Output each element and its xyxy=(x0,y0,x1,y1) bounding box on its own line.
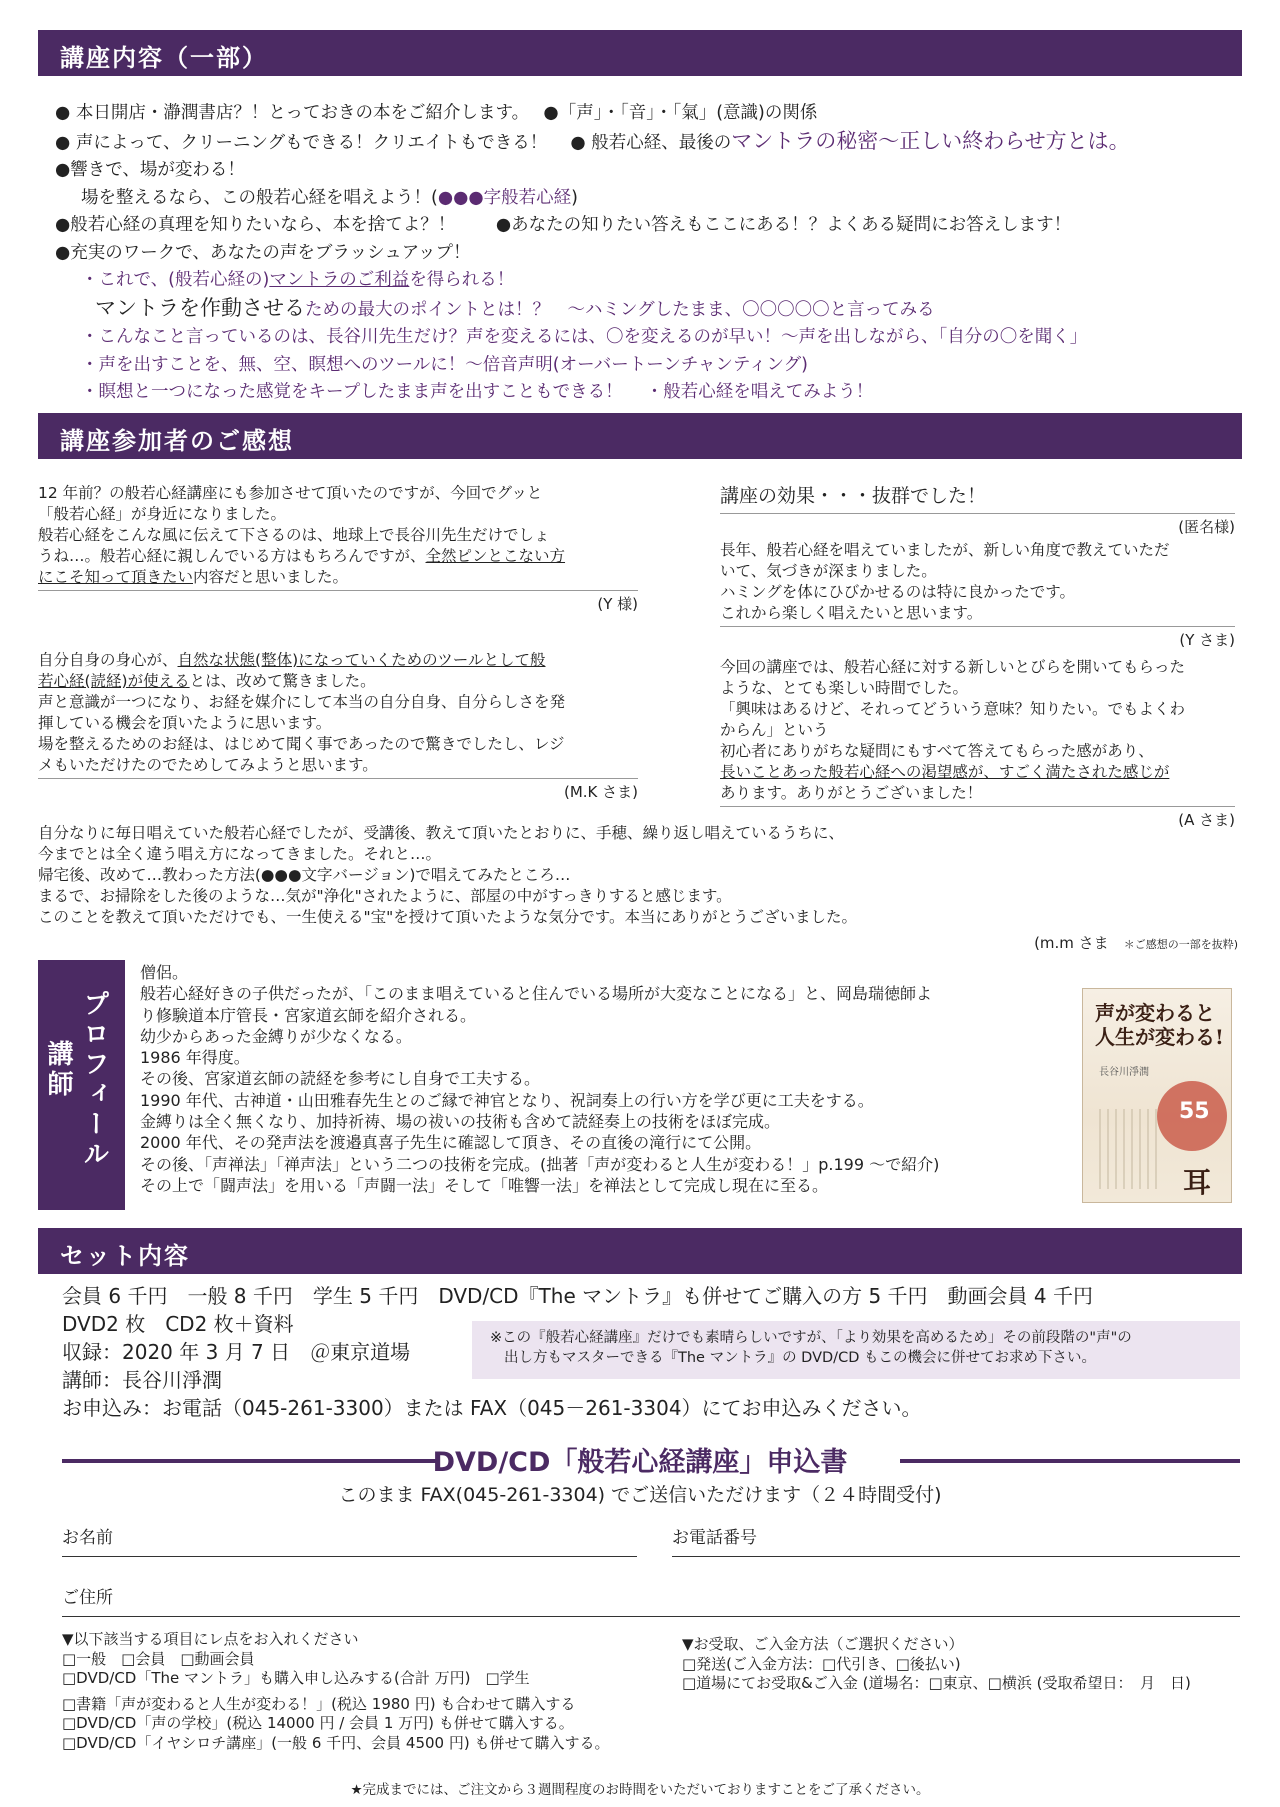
testimonial-text: 自分自身の身心が、 xyxy=(38,651,178,669)
content-item: ・般若心経を唱えてみよう！ xyxy=(645,382,874,402)
testimonial-text: 内容だと思いました。 xyxy=(193,568,349,586)
content-item: ● 般若心経、最後の xyxy=(570,132,732,153)
testimonial-text: 「般若心経」が身近になりました。 xyxy=(38,505,287,523)
mantra-checkbox[interactable]: □DVD/CD「The マントラ」も購入申し込みする(合計 万円) □学生 xyxy=(62,1669,530,1687)
notice-line: ※この『般若心経講座』だけでも素晴らしいですが、「より効果を高めるため」その前段階の"声"の xyxy=(490,1330,1132,1346)
notice-line: 出し方もマスターできる『The マントラ』の DVD/CD もこの機会に併せてお求め下さい。 xyxy=(504,1350,1096,1366)
testimonial-4 xyxy=(720,540,1235,651)
book-cover-image xyxy=(1082,988,1232,1203)
iyashirochi-checkbox[interactable]: □DVD/CD「イヤシロチ講座」(一般 6 千円、会員 4500 円) も併せて購入する。 xyxy=(62,1733,610,1752)
content-item: ・これで、(般若心経の) xyxy=(81,270,270,290)
profile-line: その後、宮家道玄師の読経を参考にし自身で工夫する。 xyxy=(140,1069,541,1089)
profile-line: 僧侶。 xyxy=(140,963,189,982)
content-highlight: マントラの秘密〜正しい終わらせ方とは。 xyxy=(731,128,1130,153)
footnote: ★完成までには、ご注文から３週間程度のお時間をいただいておりますことをご了承ください。 xyxy=(350,1782,930,1798)
section-header-impressions: 講座参加者のご感想 xyxy=(38,413,1242,459)
content-item: 場を整えるなら、この般若心経を唱えよう！( xyxy=(81,187,438,208)
content-line xyxy=(55,295,1245,325)
testimonial-6 xyxy=(38,823,1238,955)
testimonial-text: とは、改めて驚きました。 xyxy=(189,672,376,690)
options-title: ▼以下該当する項目にレ点をお入れください xyxy=(62,1630,359,1648)
testimonial-signature: (Y さま) xyxy=(720,626,1235,651)
testimonial-text: 今までとは全く違う唱え方になってきました。それと…。 xyxy=(38,845,442,863)
profile-line: 般若心経好きの子供だったが、「このまま唱えていると住んでいる場所が大変なことになる」と、岡島瑞徳師よ xyxy=(140,984,933,1004)
set-recorded: 収録：2020 年 3 月 7 日 ＠東京道場 xyxy=(62,1340,411,1364)
testimonial-text: 般若心経をこんな風に伝えて下さるのは、地球上で長谷川先生だけでしょ xyxy=(38,526,550,544)
profile-line: 1990 年代、古神道・山田雅春先生とのご縁で神官となり、祝詞奏上の行い方を学び更に工夫をする。 xyxy=(140,1090,874,1110)
testimonial-underline: 自然な状態(整体)になっていくためのツールとして般 xyxy=(177,651,546,669)
testimonial-text: 揮している機会を頂いたように思います。 xyxy=(38,714,332,732)
receipt-title: ▼お受取、ご入金方法（ご選択ください） xyxy=(682,1635,964,1653)
content-line xyxy=(55,128,1245,158)
testimonial-text: まるで、お掃除をした後のような…気が"浄化"されたように、部屋の中がすっきりすると感じます。 xyxy=(38,887,732,905)
book-decoration xyxy=(1099,1109,1159,1189)
testimonial-signature: (A さま) xyxy=(720,806,1235,831)
options-left xyxy=(62,1630,609,1753)
testimonial-text: 12 年前？の般若心経講座にも参加させて頂いたのですが、今回でグッと xyxy=(38,484,543,502)
profile-line: 金縛りは全く無くなり、加持祈祷、場の祓いの技術も含めて読経奏上の技術をほぼ完成。 xyxy=(140,1112,781,1132)
testimonial-text: 場を整えるためのお経は、はじめて聞く事であったので驚きでしたし、レジ xyxy=(38,735,565,753)
content-item: ●あなたの知りたい答えもここにある！？よくある疑問にお答えします！ xyxy=(495,215,1072,235)
testimonial-underline: 長いことあった般若心経への渇望感が、すごく満たされた感じが xyxy=(720,763,1170,781)
content-item: を得られる！ xyxy=(409,270,515,290)
shipping-checkbox[interactable]: □発送(ご入金方法：□代引き、□後払い) xyxy=(682,1654,961,1673)
content-line xyxy=(55,185,1245,213)
profile-line: その後、「声禅法」「禅声法」という二つの技術を完成。(拙著「声が変わると人生が変わる！」p.199 〜で紹介) xyxy=(140,1154,940,1174)
content-item: ● 本日開店・瀞潤書店？！とっておきの本をご紹介します。 xyxy=(55,103,521,123)
content-item: ●充実のワークで、あなたの声をブラッシュアップ！ xyxy=(55,242,471,263)
testimonial-3 xyxy=(720,483,1235,538)
voice-school-checkbox[interactable]: □DVD/CD「声の学校」(税込 14000 円 / 会員 1 万円) も併せて購入する。 xyxy=(62,1714,574,1732)
options-right xyxy=(682,1635,1191,1694)
name-label: お名前 xyxy=(62,1528,113,1548)
membership-checkboxes[interactable]: □一般 □会員 □動画会員 xyxy=(62,1649,255,1668)
set-media: DVD2 枚 CD2 枚＋資料 xyxy=(62,1312,294,1336)
content-item: ・声を出すことを、無、空、瞑想へのツールに！〜倍音声明(オーバートーンチャンティング) xyxy=(81,354,808,375)
phone-label: お電話番号 xyxy=(672,1528,757,1548)
profile-heading: プロフィール xyxy=(79,990,109,1170)
testimonial-text: 自分なりに毎日唱えていた般若心経でしたが、受講後、教えて頂いたとおりに、手穂、繰り返し唱えているうちに、 xyxy=(38,824,845,842)
testimonial-text: 講座の効果・・・抜群でした！ xyxy=(720,485,987,507)
address-field[interactable] xyxy=(62,1583,1240,1617)
testimonial-text: 今回の講座では、般若心経に対する新しいとびらを開いてもらった xyxy=(720,658,1186,676)
lecturer-heading: 講師 xyxy=(43,1040,73,1100)
content-item: ) xyxy=(571,187,578,208)
content-line xyxy=(55,379,1245,407)
content-item: ● 声によって、クリーニングもできる！クリエイトもできる！ xyxy=(55,132,548,153)
testimonial-text: これから楽しく唱えたいと思います。 xyxy=(720,604,983,622)
testimonial-5 xyxy=(720,657,1235,831)
set-notice xyxy=(472,1321,1240,1379)
profile-line: 1986 年得度。 xyxy=(140,1048,250,1068)
form-subtitle: このまま FAX(045-261-3304) でご送信いただけます（２４時間受付) xyxy=(338,1484,942,1506)
dojo-pickup-checkbox[interactable]: □道場にてお受取&ご入金 (道場名：□東京、□横浜 (受取希望日： 月 日) xyxy=(682,1674,1191,1692)
content-item: ための最大のポイントとは！？ 〜ハミングしたまま、〇〇〇〇〇と言ってみる xyxy=(305,299,935,320)
set-apply-info: お申込み：お電話（045-261-3300）または FAX（045－261-3304）にてお申込みください。 xyxy=(62,1396,922,1420)
content-item: ●般若心経の真理を知りたいなら、本を捨てよ？！ xyxy=(55,215,456,235)
testimonial-text: あります。ありがとうございました！ xyxy=(720,784,983,802)
profile-line: り修験道本庁管長・宮家道玄師を紹介される。 xyxy=(140,1005,477,1025)
address-label: ご住所 xyxy=(62,1588,113,1608)
testimonial-text: ハミングを体にひびかせるのは特に良かったです。 xyxy=(720,583,1075,601)
content-item: ・瞑想と一つになった感覚をキープしたまま声を出すこともできる！ xyxy=(81,382,623,402)
course-contents xyxy=(55,100,1245,407)
testimonial-signature: (匿名様) xyxy=(720,513,1235,538)
content-highlight: マントラを作動させる xyxy=(95,295,305,320)
content-line xyxy=(55,100,1245,128)
testimonial-signature: (Y 様) xyxy=(38,590,638,615)
testimonial-2 xyxy=(38,650,638,803)
set-prices: 会員 6 千円 一般 8 千円 学生 5 千円 DVD/CD『The マントラ』も併せてご購入の方 5 千円 動画会員 4 千円 xyxy=(62,1284,1093,1308)
testimonial-text: 声と意識が一つになり、お経を媒介にして本当の自分自身、自分らしさを発 xyxy=(38,693,566,711)
testimonial-text: メもいただけたのでためしてみようと思います。 xyxy=(38,756,378,774)
testimonial-text: 「興味はあるけど、それってどういう意味？知りたい。でもよくわ xyxy=(720,700,1186,718)
profile-line: 幼少からあった金縛りが少なくなる。 xyxy=(140,1026,412,1046)
content-line xyxy=(55,212,1245,240)
profile-label xyxy=(38,960,125,1210)
testimonial-1 xyxy=(38,483,638,615)
content-line xyxy=(55,267,1245,295)
section-header-contents: 講座内容（一部） xyxy=(38,30,1242,76)
testimonial-note: ＊ご感想の一部を抜粋) xyxy=(1123,938,1238,951)
testimonial-signature: (m.m さま xyxy=(1034,934,1109,952)
form-title: DVD/CD「般若心経講座」申込書 xyxy=(432,1447,848,1478)
testimonial-text: からん」という xyxy=(720,721,829,739)
name-field[interactable] xyxy=(62,1523,637,1557)
profile-line: 2000 年代、その発声法を渡邉真喜子先生に確認して頂き、その直後の滝行にて公開。 xyxy=(140,1133,762,1153)
set-lecturer: 講師：長谷川淨潤 xyxy=(62,1368,222,1392)
testimonial-signature: (M.K さま) xyxy=(38,778,638,803)
book-ear-character: 耳 xyxy=(1183,1166,1212,1199)
content-highlight: ●●●字般若心経 xyxy=(437,187,572,208)
testimonial-underline: 若心経(読経)が使える xyxy=(38,672,190,690)
testimonial-text: このことを教えて頂いただけでも、一生使える"宝"を授けて頂いたような気分です。本当にありがとうございました。 xyxy=(38,908,858,926)
content-item: ●「声」・「音」・「氣」(意識)の関係 xyxy=(543,103,818,123)
profile-text xyxy=(140,962,1060,1196)
content-item: ・こんなこと言っているのは、長谷川先生だけ？声を変えるには、〇を変えるのが早い！〜声を出しながら、「自分の〇を聞く」 xyxy=(81,327,1088,347)
testimonial-underline: 全然ピンとこない方 xyxy=(425,547,566,565)
testimonial-text: 帰宅後、改めて…教わった方法(●●●文字バージョン)で唱えてみたところ… xyxy=(38,866,571,884)
content-item: ●響きで、場が変わる！ xyxy=(55,160,245,180)
profile-line: その上で「闘声法」を用いる「声闘一法」そして「唯響一法」を禅法として完成し現在に至る。 xyxy=(140,1175,829,1195)
testimonial-text: うね…。般若心経に親しんでいる方はもちろんですが、 xyxy=(38,547,426,565)
testimonial-underline: にこそ知って頂きたい xyxy=(38,568,194,586)
section-header-set: セット内容 xyxy=(38,1228,1242,1274)
testimonial-text: 長年、般若心経を唱えていましたが、新しい角度で教えていただ xyxy=(720,541,1170,559)
content-highlight: マントラのご利益 xyxy=(269,270,410,290)
testimonial-text: 初心者にありがちな疑問にもすべて答えてもらった感があり、 xyxy=(720,742,1154,760)
phone-field[interactable] xyxy=(672,1523,1240,1557)
testimonial-text: ような、とても楽しい時間でした。 xyxy=(720,679,969,697)
testimonial-text: いて、気づきが深まりました。 xyxy=(720,562,937,580)
book-number: 55 xyxy=(1179,1099,1210,1124)
book-checkbox[interactable]: □書籍「声が変わると人生が変わる！」(税込 1980 円) も合わせて購入する xyxy=(62,1694,576,1713)
book-author: 長谷川淨潤 xyxy=(1099,1067,1149,1078)
book-title: 声が変わると人生が変わる! xyxy=(1095,1001,1224,1049)
